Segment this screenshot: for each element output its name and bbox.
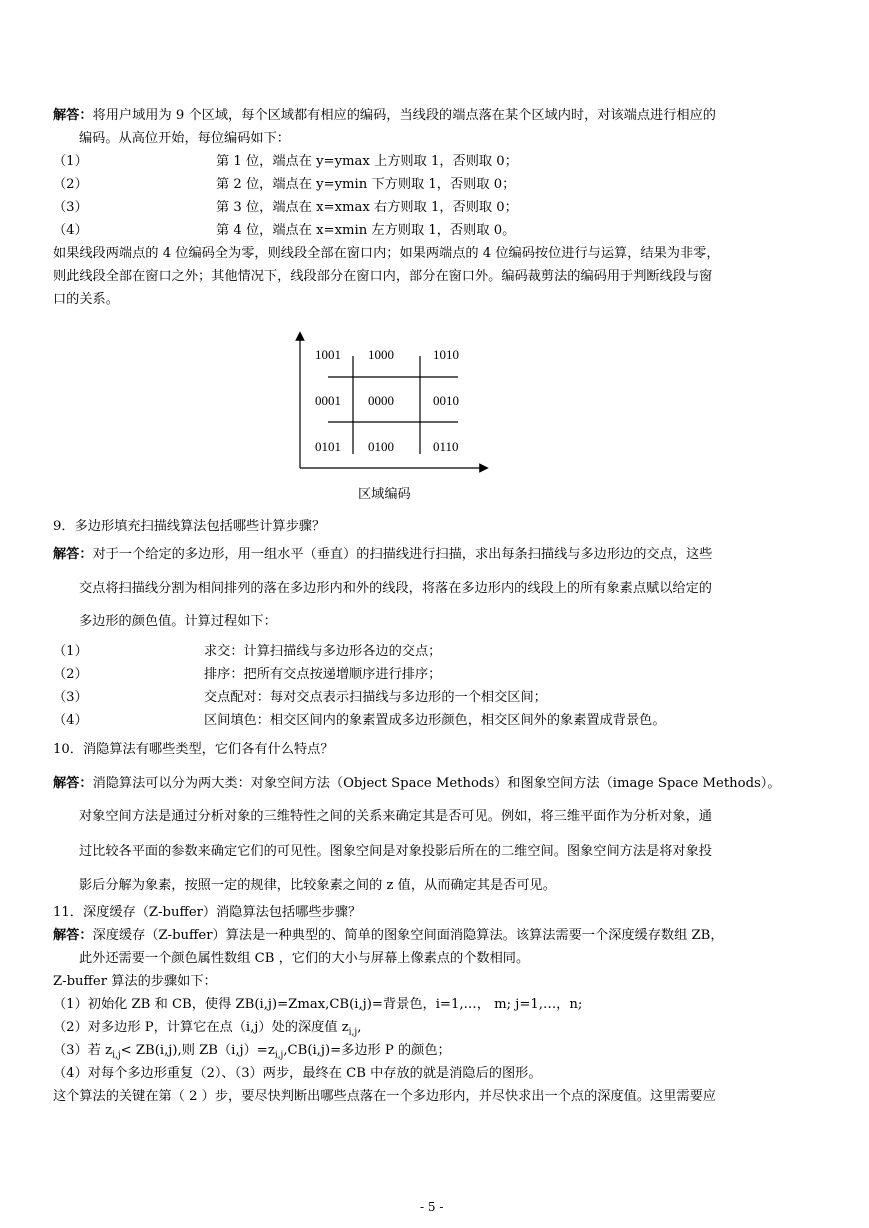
q11-step1: （1）初始化 ZB 和 CB，使得 ZB(i,j)=Zmax,CB(i,j)=背景色，i=1,…， m; j=1,…，n; xyxy=(53,997,583,1012)
q9-step-num: （1） xyxy=(53,644,88,659)
q10-answer-line: 影后分解为象素，按照一定的规律，比较象素之间的 z 值，从而确定其是否可见。 xyxy=(79,878,556,893)
q9-step-text: 区间填色：相交区间内的象素置成多边形颜色，相交区间外的象素置成背景色。 xyxy=(204,713,666,728)
q11-answer-line2: 此外还需要一个颜色属性数组 CB ，它们的大小与屏幕上像素点的个数相同。 xyxy=(79,951,530,966)
page-number: - 5 - xyxy=(420,1200,444,1214)
q8-step-num: （4） xyxy=(53,223,88,238)
q10-question: 10．消隐算法有哪些类型，它们各有什么特点？ xyxy=(53,742,334,757)
q8-step-num: （1） xyxy=(53,154,88,169)
q11-steps-title: Z-buffer 算法的步骤如下： xyxy=(53,974,217,989)
q8-step-num: （3） xyxy=(53,200,88,215)
answer-label: 解答： xyxy=(53,776,93,791)
answer-label: 解答： xyxy=(53,928,93,943)
q9-step-num: （4） xyxy=(53,713,88,728)
q11-answer-line1: 解答：深度缓存（Z-buffer）算法是一种典型的、简单的图象空间面消隐算法。该算法需要一个深度缓存数组 ZB， xyxy=(53,928,724,943)
q10-answer-line: 对象空间方法是通过分析对象的三维特性之间的关系来确定其是否可见。例如，将三维平面作为分析对象，通 xyxy=(79,809,712,824)
answer-label: 解答： xyxy=(53,547,93,562)
region-code: 0110 xyxy=(433,439,459,454)
region-code: 0101 xyxy=(315,439,341,454)
q8-paragraph-line: 口的关系。 xyxy=(53,292,119,307)
q8-step-text: 第 2 位，端点在 y=ymin 下方则取 1，否则取 0； xyxy=(216,177,516,192)
q11-step4: （4）对每个多边形重复（2）、（3）两步，最终在 CB 中存放的就是消隐后的图形。 xyxy=(53,1066,542,1081)
q9-answer-line1: 解答：对于一个给定的多边形，用一组水平（垂直）的扫描线进行扫描，求出每条扫描线与多边形边的交点，这些 xyxy=(53,547,713,562)
q9-step-text: 求交：计算扫描线与多边形各边的交点； xyxy=(204,644,442,659)
q9-answer-line2: 交点将扫描线分割为相间排列的落在多边形内和外的线段，将落在多边形内的线段上的所有象素点赋以给定的 xyxy=(79,581,712,596)
region-code: 0010 xyxy=(433,393,459,408)
q8-answer-line1: 解答：将用户域用为 9 个区域，每个区域都有相应的编码，当线段的端点落在某个区域内时，对该端点进行相应的 xyxy=(53,108,716,123)
q8-step-text: 第 1 位，端点在 y=ymax 上方则取 1，否则取 0； xyxy=(216,154,518,169)
q8-answer-line2: 编码。从高位开始，每位编码如下： xyxy=(79,131,290,146)
q8-step-num: （2） xyxy=(53,177,88,192)
q11-closing-line: 这个算法的关键在第（ 2 ）步，要尽快判断出哪些点落在一个多边形内，并尽快求出一个点的深度值。这里需要应 xyxy=(53,1089,716,1104)
region-code: 1010 xyxy=(433,347,459,362)
q10-answer-line: 过比较各平面的参数来确定它们的可见性。图象空间是对象投影后所在的二维空间。图象空间方法是将对象投 xyxy=(79,844,712,859)
q8-paragraph-line: 如果线段两端点的 4 位编码全为零，则线段全部在窗口内；如果两端点的 4 位编码按位进行与运算，结果为非零， xyxy=(53,246,720,261)
q9-step-text: 排序：把所有交点按递增顺序进行排序； xyxy=(204,667,442,682)
q11-question: 11．深度缓存（Z-buffer）消隐算法包括哪些步骤？ xyxy=(53,905,362,920)
diagram-caption: 区域编码 xyxy=(358,487,411,502)
region-code: 1001 xyxy=(315,347,341,362)
q9-question: 9．多边形填充扫描线算法包括哪些计算步骤？ xyxy=(53,519,326,534)
answer-label: 解答： xyxy=(53,108,93,123)
region-code: 0100 xyxy=(368,439,394,454)
q9-step-num: （2） xyxy=(53,667,88,682)
q8-step-text: 第 4 位，端点在 x=xmin 左方则取 1，否则取 0。 xyxy=(216,223,516,238)
region-code-diagram xyxy=(290,330,490,480)
region-code: 0000 xyxy=(368,393,394,408)
q9-step-num: （3） xyxy=(53,690,88,705)
q9-step-text: 交点配对：每对交点表示扫描线与多边形的一个相交区间； xyxy=(204,690,547,705)
q8-step-text: 第 3 位，端点在 x=xmax 右方则取 1，否则取 0； xyxy=(216,200,518,215)
q10-answer-line1: 解答：消隐算法可以分为两大类：对象空间方法（Object Space Methods）和图象空间方法（image Space Methods）。 xyxy=(53,776,781,791)
q8-paragraph-line: 则此线段全部在窗口之外；其他情况下，线段部分在窗口内，部分在窗口外。编码裁剪法的编码用于判断线段与窗 xyxy=(53,269,713,284)
q9-answer-line3: 多边形的颜色值。计算过程如下： xyxy=(79,614,277,629)
region-code: 0001 xyxy=(315,393,341,408)
q11-step3: （3）若 $z_{i,j}< ZB(i,j)$,则 $ZB(i,j)=z_{i,j},CB(i,j)=$多边形 P 的颜色； xyxy=(53,1043,451,1061)
q11-step2: （2）对多边形 P，计算它在点（i,j）处的深度值 $z_{i,j}$, xyxy=(53,1020,362,1038)
region-code: 1000 xyxy=(368,347,394,362)
